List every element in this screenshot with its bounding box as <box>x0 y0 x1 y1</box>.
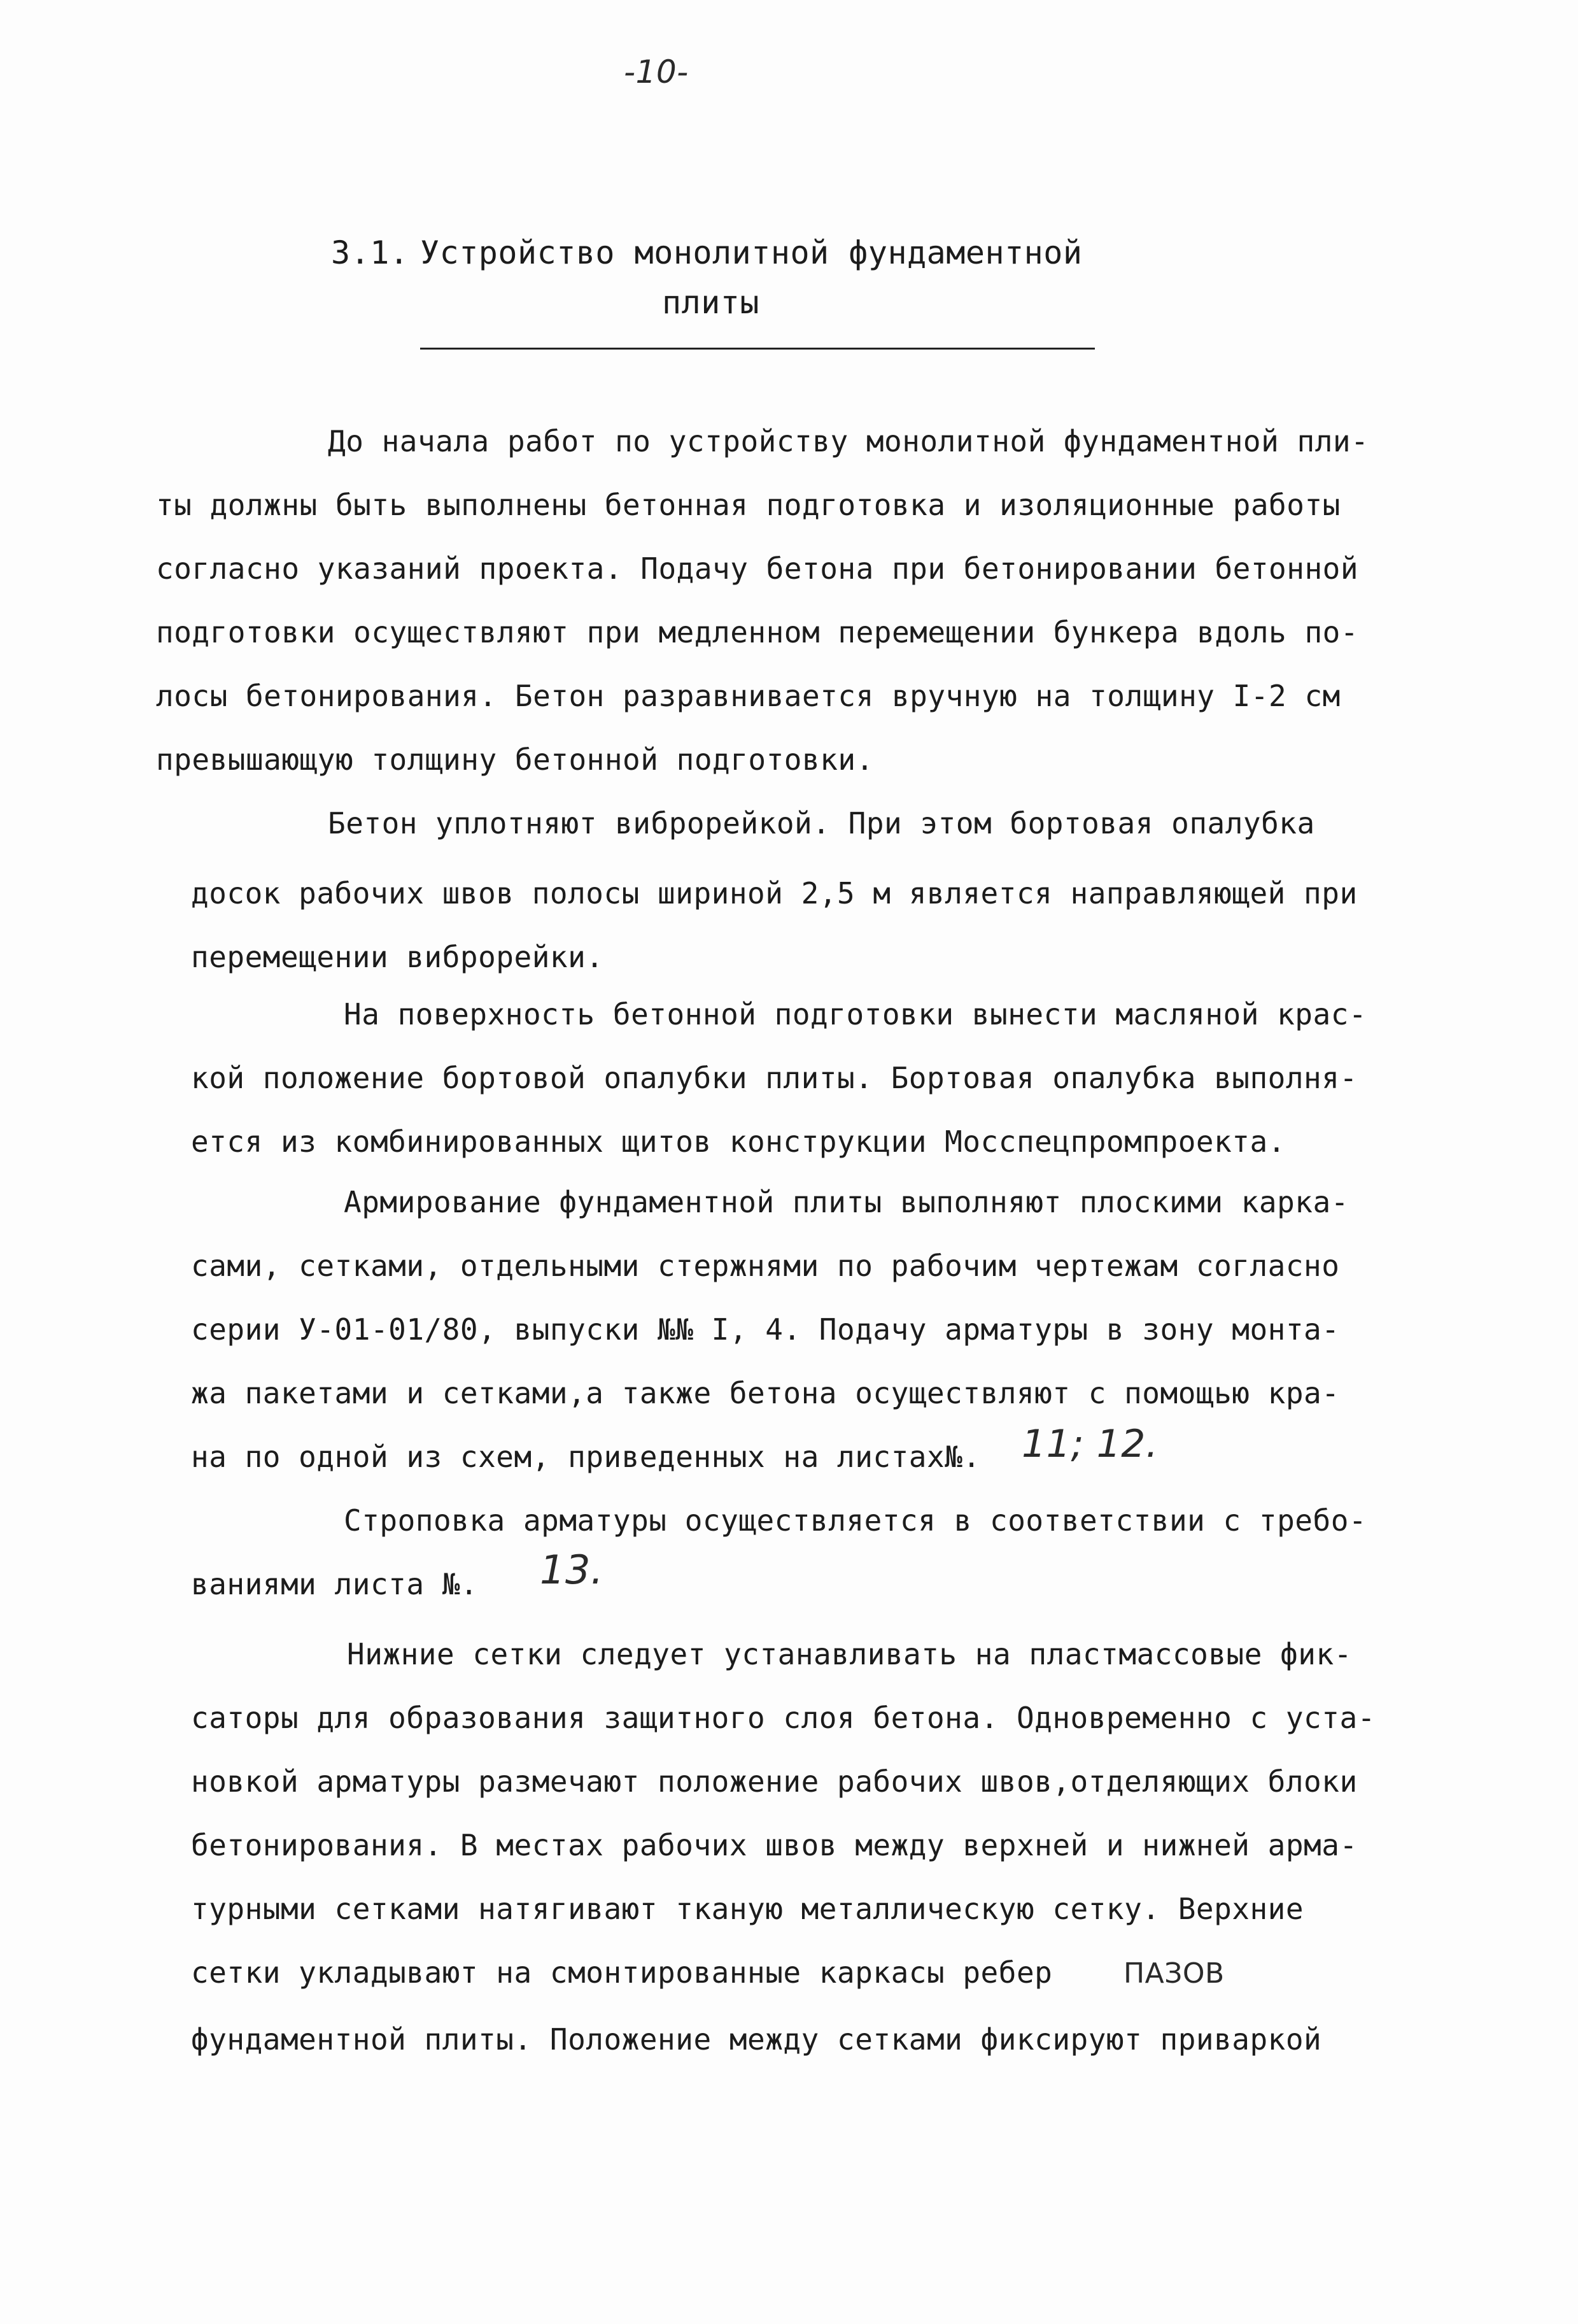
text-line: досок рабочих швов полосы шириной 2,5 м является направляющей при <box>191 876 1358 910</box>
text-line: лосы бетонирования. Бетон разравнивается вручную на толщину I-2 см <box>156 679 1341 713</box>
text-line: бетонирования. В местах рабочих швов между верхней и нижней арма- <box>191 1828 1358 1862</box>
text-line: Нижние сетки следует устанавливать на пластмассовые фик- <box>347 1637 1352 1671</box>
text-line: подготовки осуществляют при медленном перемещении бункера вдоль по- <box>156 615 1359 649</box>
handwritten-sheets-ref: 11; 12. <box>1022 1422 1159 1466</box>
text-line: жа пакетами и сетками,а также бетона осуществляют с помощью кра- <box>191 1376 1340 1410</box>
text-line: ты должны быть выполнены бетонная подготовка и изоляционные работы <box>156 488 1341 522</box>
text-line: новкой арматуры размечают положение рабочих швов,отделяющих блоки <box>191 1764 1358 1799</box>
text-line: превышающую толщину бетонной подготовки. <box>156 742 874 777</box>
section-title-line1: Устройство монолитной фундаментной <box>420 234 1083 271</box>
text-line: турными сетками натягивают тканую металлическую сетку. Верхние <box>191 1892 1304 1926</box>
heading-underline <box>420 348 1095 350</box>
text-line: перемещении виброрейки. <box>191 940 604 974</box>
handwritten-ribs-word: ПАЗОВ <box>1124 1957 1225 1990</box>
text-line: сами, сетками, отдельными стержнями по рабочим чертежам согласно <box>191 1249 1340 1283</box>
section-number: 3.1. <box>331 234 409 271</box>
text-line: согласно указаний проекта. Подачу бетона при бетонировании бетонной <box>156 551 1359 586</box>
text-line: кой положение бортовой опалубки плиты. Бортовая опалубка выполня- <box>191 1061 1358 1095</box>
text-line: На поверхность бетонной подготовки вынести масляной крас- <box>344 997 1367 1031</box>
text-line: серии У-01-01/80, выпуски №№ I, 4. Подачу арматуры в зону монта- <box>191 1312 1340 1347</box>
text-line: ваниями листа №. <box>191 1567 479 1601</box>
text-line: сетки укладывают на смонтированные каркасы ребер <box>191 1955 1053 1990</box>
text-line: Строповка арматуры осуществляется в соответствии с требо- <box>344 1503 1367 1538</box>
handwritten-sheet-ref: 13. <box>540 1547 604 1593</box>
page-number: -10- <box>624 53 689 90</box>
text-line: фундаментной плиты. Положение между сетками фиксируют приваркой <box>191 2022 1322 2057</box>
text-line: Бетон уплотняют виброрейкой. При этом бортовая опалубка <box>328 806 1315 840</box>
text-line: До начала работ по устройству монолитной фундаментной пли- <box>328 424 1369 458</box>
text-line: на по одной из схем, приведенных на листах№. <box>191 1440 981 1474</box>
text-line: Армирование фундаментной плиты выполняют плоскими карка- <box>344 1185 1349 1219</box>
text-line: ется из комбинированных щитов конструкции Мосспецпромпроекта. <box>191 1124 1286 1159</box>
section-title-line2: плиты <box>662 284 760 321</box>
text-line: саторы для образования защитного слоя бетона. Одновременно с уста- <box>191 1701 1376 1735</box>
